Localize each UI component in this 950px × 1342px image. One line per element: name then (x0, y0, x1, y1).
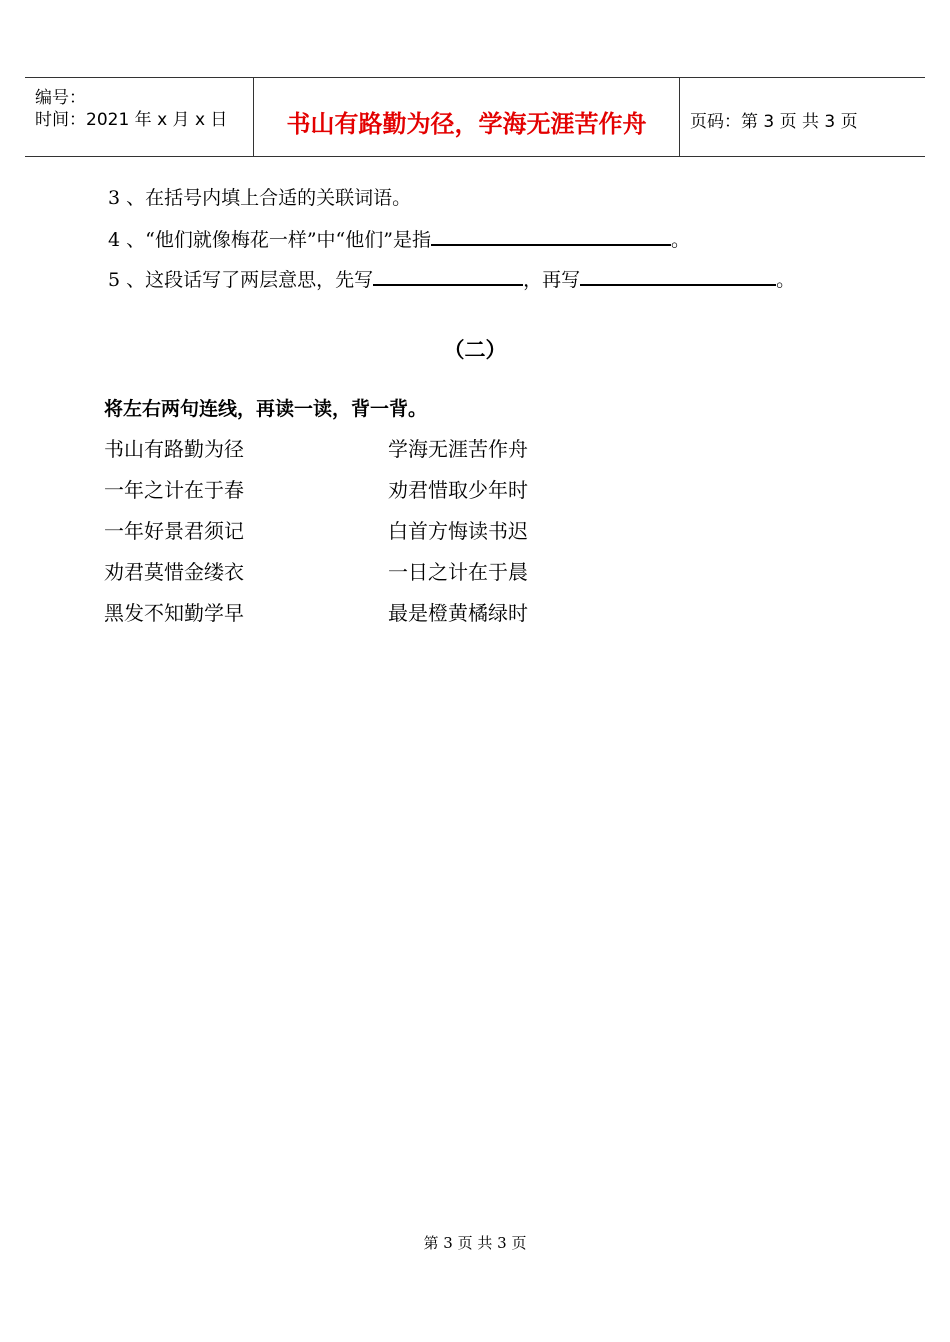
time-label: 时间：2021 年 x 月 x 日 (35, 110, 228, 130)
section-instruction: 将左右两句连线，再读一读，背一背。 (104, 398, 428, 420)
verse-left[interactable]: 劝君莫惜金缕衣 (104, 560, 244, 584)
question-4 (108, 224, 690, 252)
question-5-middle: ，再写 (523, 269, 581, 291)
verse-right[interactable]: 劝君惜取少年时 (388, 478, 528, 502)
verse-left[interactable]: 黑发不知勤学早 (104, 601, 244, 625)
question-5-blank-2[interactable] (580, 264, 776, 286)
header-page-cell (680, 78, 925, 156)
question-4-blank[interactable] (431, 224, 671, 246)
verse-pair (104, 597, 704, 627)
question-4-suffix: 。 (670, 229, 690, 251)
verse-left[interactable]: 一年好景君须记 (104, 519, 244, 543)
question-5-text: 5 、这段话写了两层意思，先写 (108, 269, 374, 291)
section-title: （二） (443, 338, 507, 362)
page-info: 页码：第 3 页 共 3 页 (690, 112, 858, 132)
verse-pair (104, 515, 704, 545)
verse-right[interactable]: 白首方悔读书迟 (388, 519, 528, 543)
question-3 (108, 183, 411, 210)
page-header (25, 77, 925, 157)
question-4-text: 4 、“他们就像梅花一样”中“他们”是指 (108, 229, 431, 251)
verse-pair (104, 433, 704, 463)
question-5 (108, 264, 795, 292)
verse-right[interactable]: 最是橙黄橘绿时 (388, 601, 528, 625)
motto: 书山有路勤为径，学海无涯苦作舟 (286, 110, 647, 138)
verse-left[interactable]: 书山有路勤为径 (104, 437, 244, 461)
question-5-suffix: 。 (776, 269, 796, 291)
verse-right[interactable]: 学海无涯苦作舟 (388, 437, 528, 461)
verse-left[interactable]: 一年之计在于春 (104, 478, 244, 502)
header-motto-cell (254, 78, 680, 156)
question-3-text: 3 、在括号内填上合适的关联词语。 (108, 187, 412, 209)
verse-pair (104, 556, 704, 586)
footer-page-number: 第 3 页 共 3 页 (423, 1234, 527, 1252)
question-5-blank-1[interactable] (373, 264, 523, 286)
header-meta-cell (25, 78, 254, 156)
page-footer (0, 1232, 950, 1253)
serial-label: 编号： (35, 88, 86, 108)
verse-pair (104, 474, 704, 504)
verse-right[interactable]: 一日之计在于晨 (388, 560, 528, 584)
